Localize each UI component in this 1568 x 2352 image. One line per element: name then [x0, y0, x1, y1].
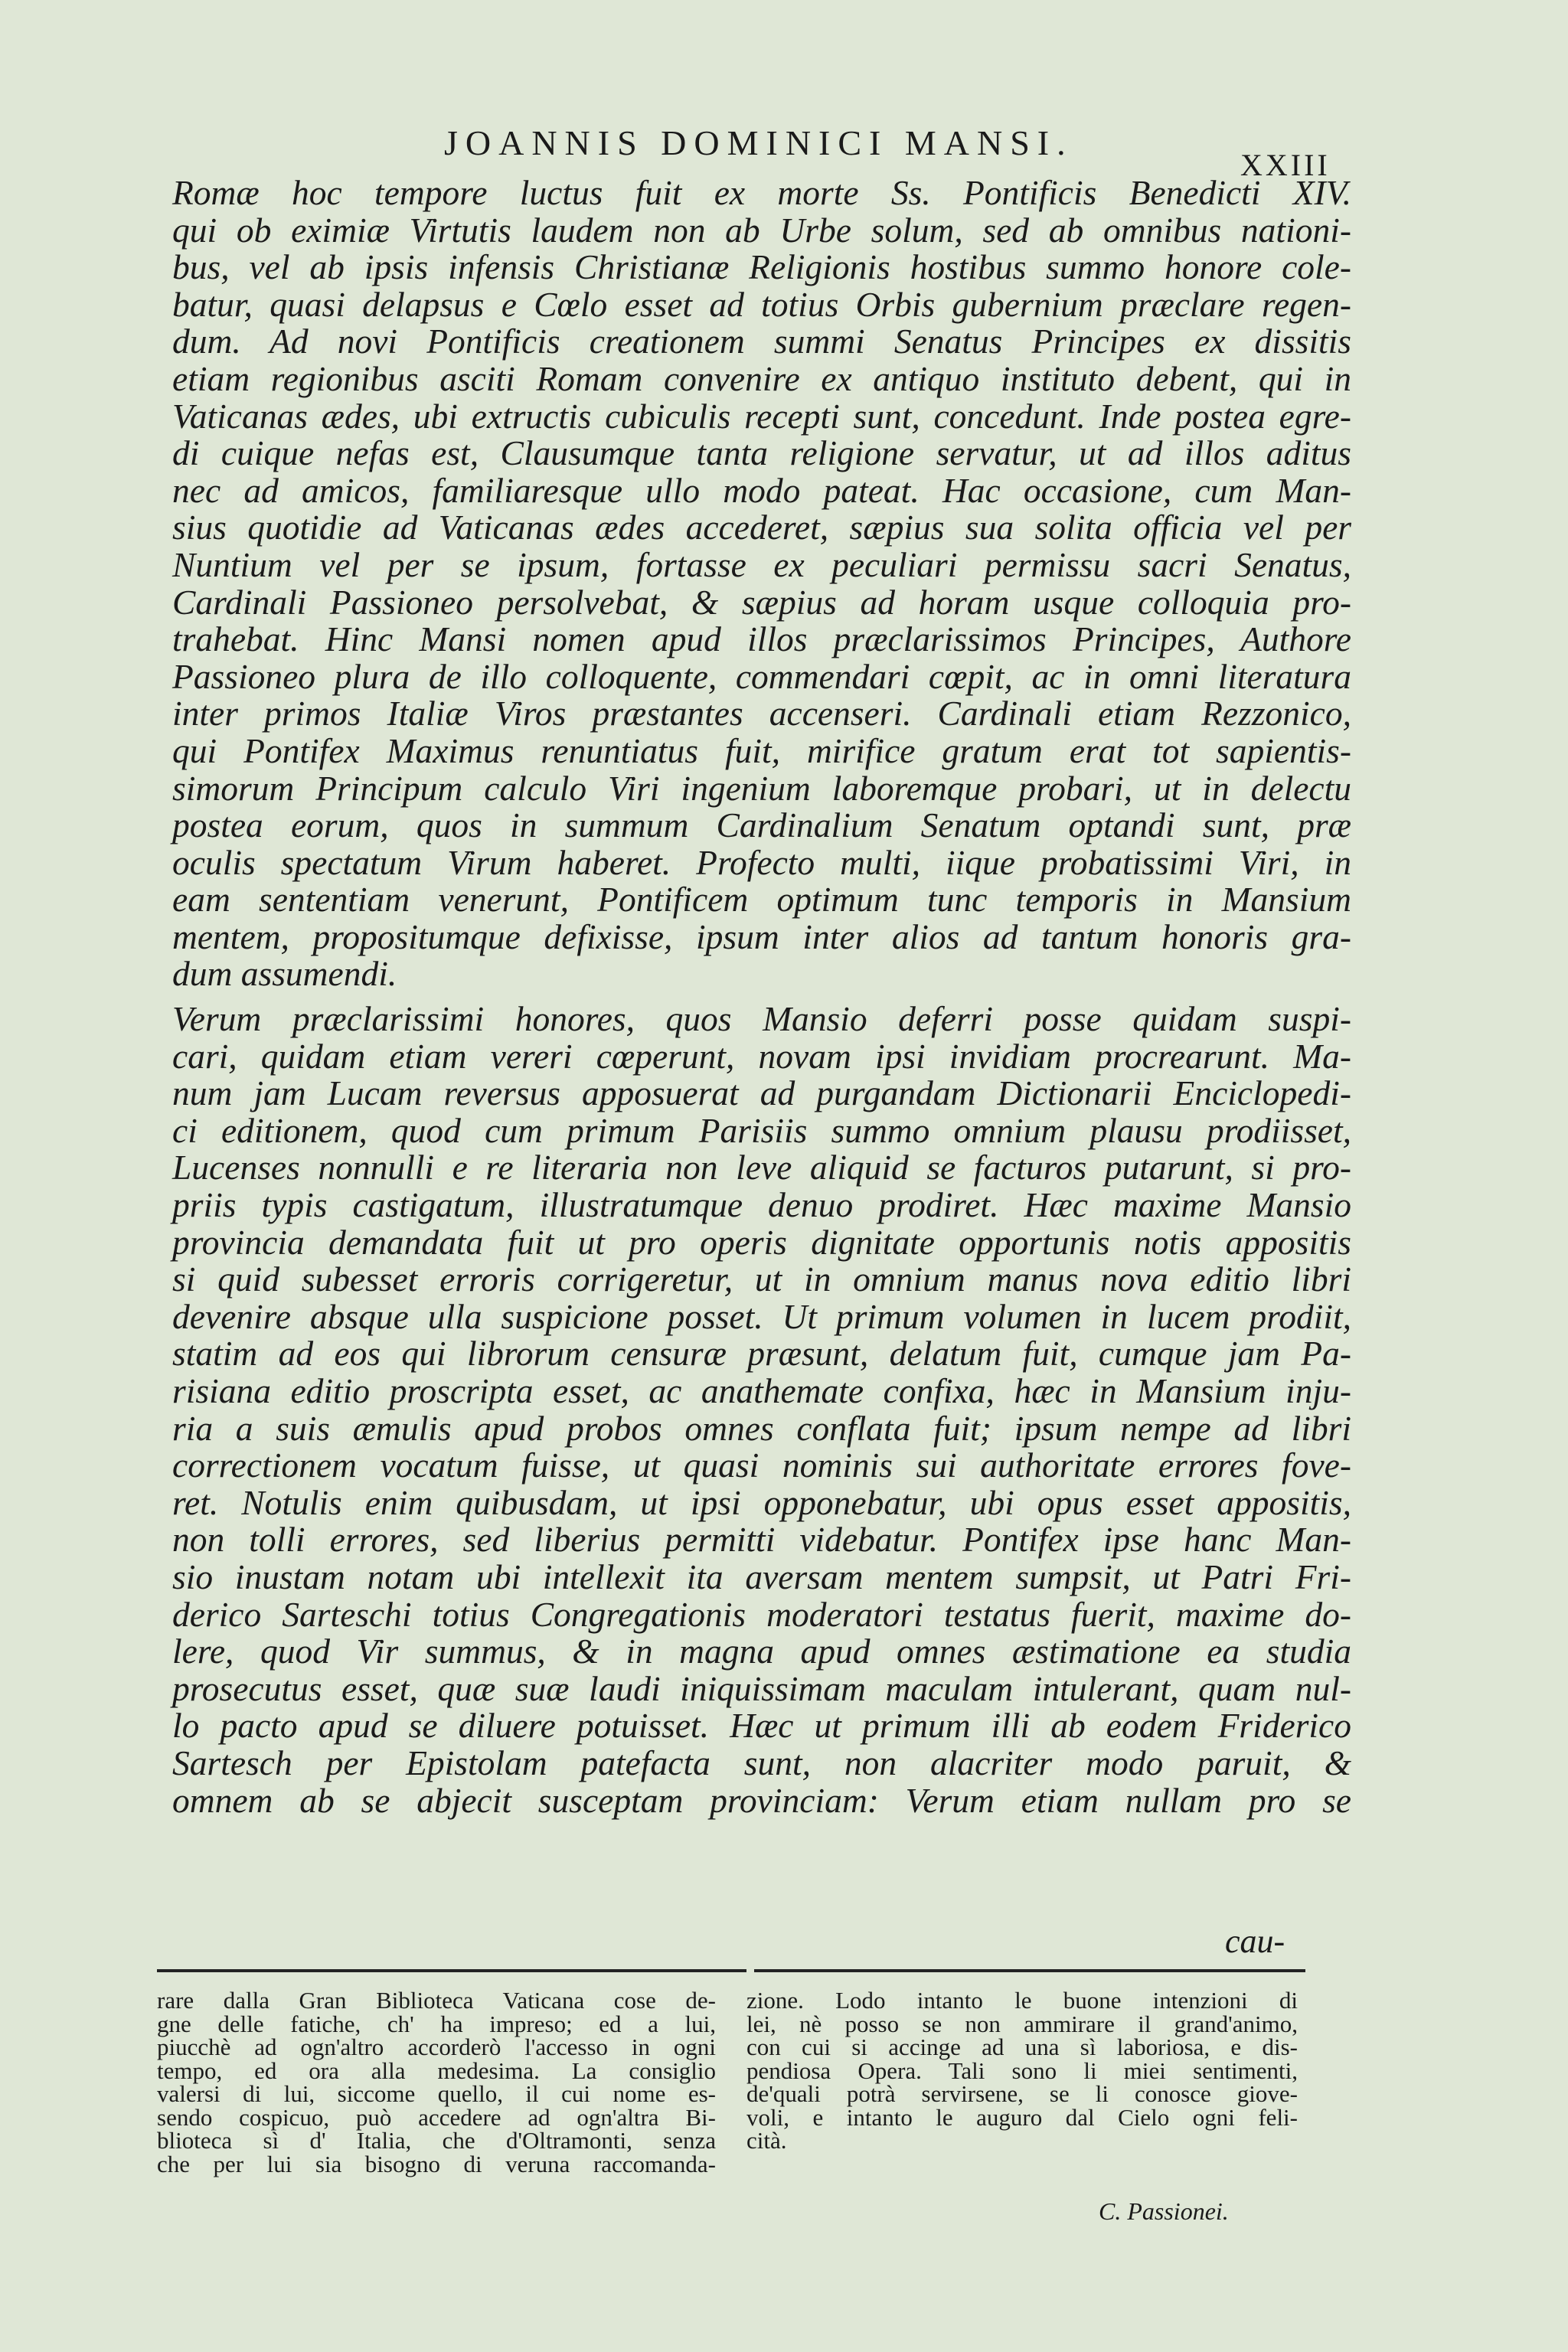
text-line: postea eorum, quos in summum Cardinalium Senatum optandi sunt, præ	[172, 805, 1351, 845]
text-line: nec ad amicos, familiaresque ullo modo pateat. Hac occasione, cum Man-	[172, 470, 1351, 510]
footnote-column-right	[746, 1989, 1298, 2153]
text-line: Sartesch per Epistolam patefacta sunt, non alacriter modo paruit, &	[172, 1743, 1351, 1782]
text-line: dum. Ad novi Pontificis creationem summi Senatus Principes ex dissitis	[172, 322, 1351, 361]
text-line: che per lui sia bisogno di veruna raccomanda-	[157, 2150, 716, 2177]
text-line: ret. Notulis enim quibusdam, ut ipsi opponebatur, ubi opus esset appositis,	[172, 1482, 1351, 1522]
paragraph-1	[172, 175, 1351, 993]
footnote-rule-left	[157, 1969, 746, 1972]
running-title: JOANNIS DOMINICI MANSI.	[444, 123, 1073, 162]
text-line: rare dalla Gran Biblioteca Vaticana cose de-	[157, 1987, 716, 2014]
text-line: Passioneo plura de illo colloquente, commendari cœpit, ac in omni literatura	[172, 656, 1351, 696]
text-line: prosecutus esset, quæ suæ laudi iniquissimam maculam intulerant, quam nul-	[172, 1668, 1351, 1708]
text-line: Romæ hoc tempore luctus fuit ex morte Ss. Pontificis Benedicti XIV.	[172, 173, 1351, 212]
text-line: sio inustam notam ubi intellexit ita aversam mentem sumpsit, ut Patri Fri-	[172, 1557, 1351, 1596]
text-line: blioteca sì d' Italia, che d'Oltramonti, senza	[157, 2127, 716, 2154]
text-line: lo pacto apud se diluere potuisset. Hæc ut primum illi ab eodem Friderico	[172, 1706, 1351, 1746]
text-line: con cui si accinge ad una sì laboriosa, e dis-	[746, 2034, 1298, 2060]
text-line: omnem ab se abjecit susceptam provinciam: Verum etiam nullam pro se	[172, 1780, 1351, 1820]
text-line: priis typis castigatum, illustratumque denuo prodiret. Hæc maxime Mansio	[172, 1185, 1351, 1225]
text-line: derico Sarteschi totius Congregationis moderatori testatus fuerit, maxime do-	[172, 1594, 1351, 1634]
main-text	[172, 175, 1351, 1819]
text-line: si quid subesset erroris corrigeretur, ut in omnium manus nova editio libri	[172, 1259, 1351, 1299]
text-line: gne delle fatiche, ch' ha impreso; ed a lui,	[157, 2010, 716, 2037]
text-line: dum assumendi.	[172, 954, 397, 994]
footnote-signature: C. Passionei.	[1099, 2197, 1229, 2225]
text-line: qui Pontifex Maximus renuntiatus fuit, mirifice gratum erat tot sapientis-	[172, 730, 1351, 770]
text-line: piucchè ad ogn'altro accorderò l'accesso in ogni	[157, 2034, 716, 2060]
text-line: batur, quasi delapsus e Cœlo esset ad totius Orbis gubernium præclare regen-	[172, 284, 1351, 324]
text-line: inter primos Italiæ Viros præstantes accenseri. Cardinali etiam Rezzonico,	[172, 694, 1351, 733]
text-line: ci editionem, quod cum primum Parisiis summo omnium plausu prodiisset,	[172, 1110, 1351, 1150]
page-number: XXIII	[1240, 148, 1331, 182]
text-line: simorum Principum calculo Viri ingenium laboremque probari, ut in delectu	[172, 768, 1351, 808]
text-line: trahebat. Hinc Mansi nomen apud illos præclarissimos Principes, Authore	[172, 619, 1351, 659]
text-line: Cardinali Passioneo persolvebat, & sæpius ad horam usque colloquia pro-	[172, 582, 1351, 622]
running-head	[0, 115, 1568, 182]
text-line: devenire absque ulla suspicione posset. Ut primum volumen in lucem prodiit,	[172, 1296, 1351, 1336]
catchword: cau-	[1225, 1922, 1285, 1960]
text-line: cità.	[746, 2127, 787, 2154]
text-line: mentem, propositumque defixisse, ipsum inter alios ad tantum honoris gra-	[172, 916, 1351, 956]
text-line: di cuique nefas est, Clausumque tanta religione servatur, ut ad illos aditus	[172, 433, 1351, 473]
text-line: risiana editio proscripta esset, ac anathemate confixa, hæc in Mansium inju-	[172, 1371, 1351, 1410]
text-line: ria a suis æmulis apud probos omnes conflata fuit; ipsum nempe ad libri	[172, 1408, 1351, 1448]
text-line: voli, e intanto le auguro dal Cielo ogni feli-	[746, 2103, 1298, 2131]
text-line: provincia demandata fuit ut pro operis dignitate opportunis notis appositis	[172, 1222, 1351, 1262]
text-line: Vaticanas ædes, ubi extructis cubiculis recepti sunt, concedunt. Inde postea egre-	[172, 396, 1351, 436]
paragraph-2	[172, 1001, 1351, 1819]
text-line: qui ob eximiæ Virtutis laudem non ab Urbe solum, sed ab omnibus nationi-	[172, 210, 1351, 250]
text-line: sius quotidie ad Vaticanas ædes accederet, sæpius sua solita officia vel per	[172, 508, 1351, 547]
text-line: Nuntium vel per se ipsum, fortasse ex peculiari permissu sacri Senatus,	[172, 544, 1351, 584]
text-line: zione. Lodo intanto le buone intenzioni di	[746, 1987, 1298, 2014]
text-line: pendiosa Opera. Tali sono li miei sentimenti,	[746, 2056, 1298, 2084]
text-line: valersi di lui, siccome quello, il cui nome es-	[157, 2080, 716, 2107]
text-line: oculis spectatum Virum haberet. Profecto multi, iique probatissimi Viri, in	[172, 842, 1351, 882]
text-line: Verum præclarissimi honores, quos Mansio deferri posse quidam suspi-	[172, 999, 1351, 1039]
text-line: sendo cospicuo, può accedere ad ogn'altra Bi-	[157, 2103, 716, 2131]
footnote-column-left	[157, 1989, 716, 2176]
text-line: bus, vel ab ipsis infensis Christianæ Religionis hostibus summo honore cole-	[172, 247, 1351, 287]
text-line: lei, nè posso se non ammirare il grand'animo,	[746, 2010, 1298, 2037]
footnote-rule-right	[754, 1969, 1305, 1972]
text-line: de'quali potrà servirsene, se li conosce giove-	[746, 2080, 1298, 2107]
text-line: cari, quidam etiam vereri cœperunt, novam ipsi invidiam procrearunt. Ma-	[172, 1036, 1351, 1076]
text-line: statim ad eos qui librorum censuræ præsunt, delatum fuit, cumque jam Pa-	[172, 1334, 1351, 1374]
text-line: Lucenses nonnulli e re literaria non leve aliquid se facturos putarunt, si pro-	[172, 1148, 1351, 1187]
text-line: num jam Lucam reversus apposuerat ad purgandam Dictionarii Enciclopedi-	[172, 1073, 1351, 1113]
text-line: eam sententiam venerunt, Pontificem optimum tunc temporis in Mansium	[172, 880, 1351, 920]
text-line: correctionem vocatum fuisse, ut quasi nominis sui authoritate errores fove-	[172, 1446, 1351, 1485]
text-line: etiam regionibus asciti Romam convenire ex antiquo instituto debent, qui in	[172, 358, 1351, 398]
text-line: non tolli errores, sed liberius permitti videbatur. Pontifex ipse hanc Man-	[172, 1520, 1351, 1560]
text-line: lere, quod Vir summus, & in magna apud omnes æstimatione ea studia	[172, 1632, 1351, 1671]
text-line: tempo, ed ora alla medesima. La consiglio	[157, 2056, 716, 2084]
